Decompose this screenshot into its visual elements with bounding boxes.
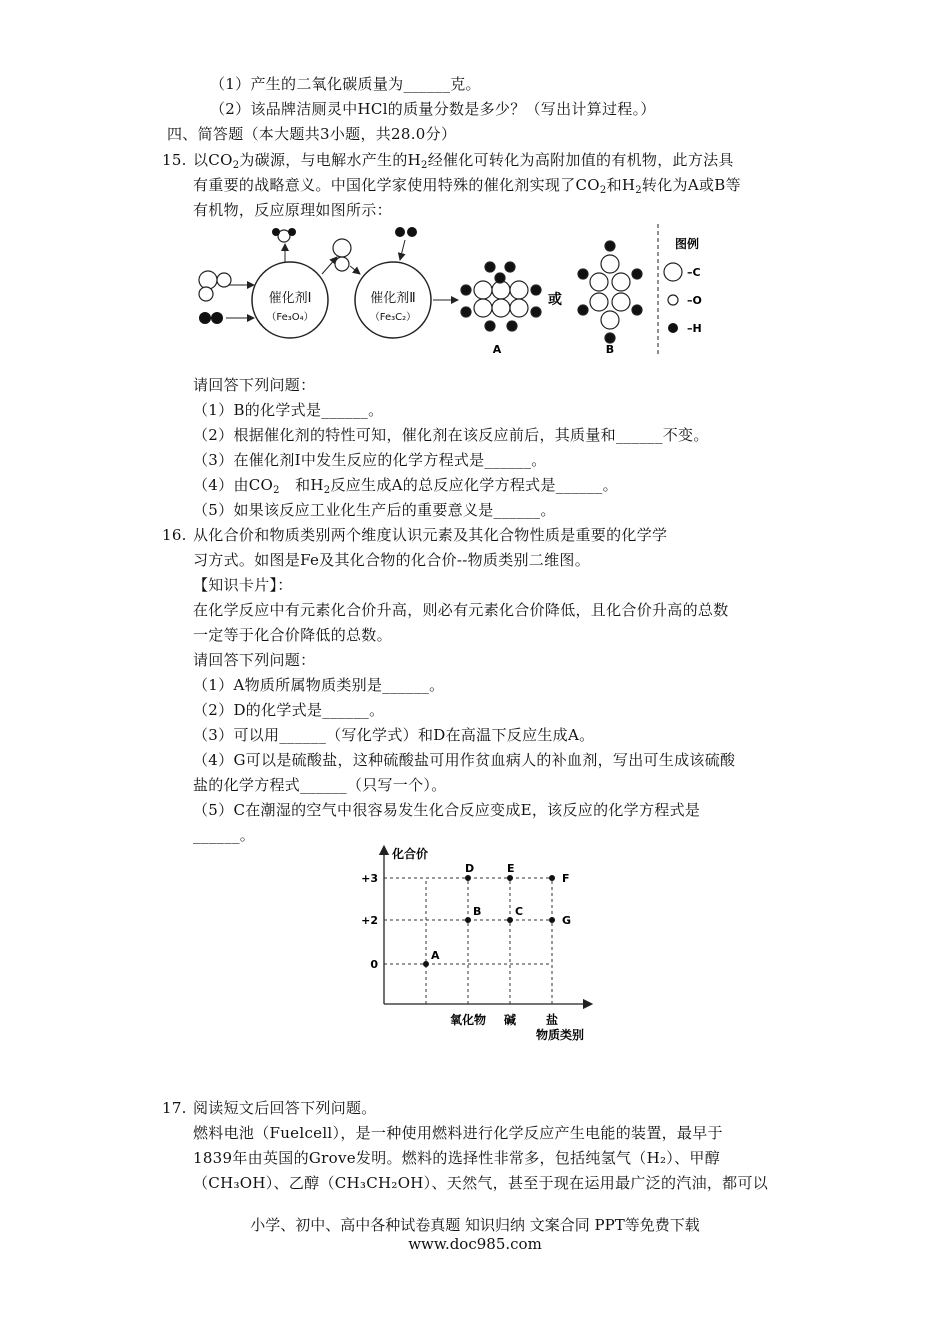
y-tick-2: 0 [370, 958, 378, 971]
q17-number: 17. [162, 1099, 187, 1117]
q15-part1: （1）B的化学式是______。 [193, 401, 384, 419]
q15-line3: 有机物，反应原理如图所示： [193, 201, 392, 219]
y-tick-0: +3 [361, 872, 378, 885]
x-tick-2: 碱 [503, 1013, 517, 1027]
molecule-a [461, 262, 541, 331]
q16-part2: （2）D的化学式是______。 [193, 701, 385, 719]
point-label-D: D [465, 862, 475, 875]
point-E [507, 875, 513, 881]
chart-xlabel: 物质类别 [535, 1028, 585, 1042]
footer-line1: 小学、初中、高中各种试卷真题 知识归纳 文案合同 PPT等免费下载 [250, 1216, 700, 1234]
q16-line2: 习方式。如图是Fe及其化合物的化合价--物质类别二维图。 [193, 551, 591, 569]
co2-molecule [199, 271, 231, 301]
point-label-C: C [515, 905, 524, 918]
point-label-E: E [507, 862, 515, 875]
q15-prompt: 请回答下列问题： [193, 376, 316, 394]
catalyst-1-label: 催化剂Ⅰ [268, 291, 312, 306]
knowledge-card-title: 【知识卡片】： [193, 576, 293, 594]
q16-part4-line2: 盐的化学方程式______（只写一个）。 [193, 776, 447, 794]
molecule-b [578, 241, 642, 343]
point-label-F: F [562, 872, 570, 885]
legend-h: –H [687, 322, 702, 335]
point-B [465, 917, 471, 923]
x-tick-1: 氧化物 [449, 1013, 487, 1027]
q15-part4: （4）由$CO_2$ 和$H_2$反应生成A的总反应化学方程式是______。 [193, 476, 618, 496]
q15-line2: 有重要的战略意义。中国化学家使用特殊的催化剂实现了$CO_2$和$H_2$转化为A或B等 [193, 176, 741, 196]
point-A [423, 961, 429, 967]
q17-line2: 燃料电池（Fuelcell），是一种使用燃料进行化学反应产生电能的装置，最早于 [193, 1124, 723, 1142]
q17-line4: （CH₃OH）、乙醇（CH₃CH₂OH）、天然气，甚至于现在运用最广泛的汽油，都可以 [193, 1174, 769, 1192]
catalyst-2-formula: （Fe₃C₂） [369, 312, 417, 323]
point-D [465, 875, 471, 881]
q16-part1: （1）A物质所属物质类别是______。 [193, 676, 445, 694]
x-tick-3: 盐 [545, 1013, 559, 1027]
h2o-molecule [272, 228, 296, 242]
point-label-G: G [562, 914, 572, 927]
y-tick-1: +2 [361, 914, 378, 927]
point-label-A: A [431, 949, 440, 962]
chart-ylabel: 化合价 [392, 847, 429, 861]
point-F [549, 875, 555, 881]
q15-part2: （2）根据催化剂的特性可知，催化剂在该反应前后，其质量和______不变。 [193, 426, 709, 444]
reaction-diagram [190, 222, 730, 360]
q14-part2: （2）该品牌洁厕灵中HCl的质量分数是多少？（写出计算过程。） [210, 100, 656, 118]
h2-molecule [199, 312, 223, 324]
q16-prompt: 请回答下列问题： [193, 651, 316, 669]
legend-title: 图例 [674, 237, 700, 251]
q16-part5-line1: （5）C在潮湿的空气中很容易发生化合反应变成E，该反应的化学方程式是 [193, 801, 701, 819]
q15-line1: 以$CO_2$为碳源，与电解水产生的$H_2$经催化可转化为高附加值的有机物，此方法具 [193, 151, 734, 171]
q15-part5: （5）如果该反应工业化生产后的重要意义是______。 [193, 501, 556, 519]
q16-number: 16. [162, 526, 187, 544]
molecule-a-label: A [492, 343, 502, 356]
point-C [507, 917, 513, 923]
molecule-b-label: B [605, 343, 615, 356]
q14-part1: （1）产生的二氧化碳质量为______克。 [210, 75, 481, 93]
point-label-B: B [473, 905, 482, 918]
catalyst-1-formula: （Fe₃O₄） [266, 312, 314, 323]
co-molecule [333, 239, 351, 271]
q16-line1: 从化合价和物质类别两个维度认识元素及其化合物性质是重要的化学学 [193, 526, 668, 544]
valence-chart [350, 842, 600, 1047]
legend-c: –C [687, 266, 701, 279]
knowledge-line1: 在化学反应中有元素化合价升高，则必有元素化合价降低，且化合价升高的总数 [193, 601, 729, 619]
q16-part4-line1: （4）G可以是硫酸盐，这种硫酸盐可用作贫血病人的补血剂，写出可生成该硫酸 [193, 751, 736, 769]
q17-line3: 1839年由英国的Grove发明。燃料的选择性非常多，包括纯氢气（H₂）、甲醇 [193, 1149, 721, 1167]
footer-link[interactable]: www.doc985.com [408, 1235, 542, 1253]
legend-o: –O [687, 294, 702, 307]
q16-part5-line2: ______。 [193, 826, 256, 844]
h2-molecule-2 [395, 227, 417, 237]
knowledge-line2: 一定等于化合价降低的总数。 [193, 626, 392, 644]
q15-part3: （3）在催化剂Ⅰ中发生反应的化学方程式是______。 [193, 451, 547, 469]
catalyst-2-label: 催化剂Ⅱ [370, 291, 416, 306]
q16-part3: （3）可以用______（写化学式）和D在高温下反应生成A。 [193, 726, 595, 744]
or-text: 或 [548, 292, 562, 308]
point-G [549, 917, 555, 923]
q15-number: 15. [162, 151, 187, 169]
q17-line1: 阅读短文后回答下列问题。 [193, 1099, 377, 1117]
section-heading: 四、简答题（本大题共3小题，共28.0分） [167, 125, 457, 143]
